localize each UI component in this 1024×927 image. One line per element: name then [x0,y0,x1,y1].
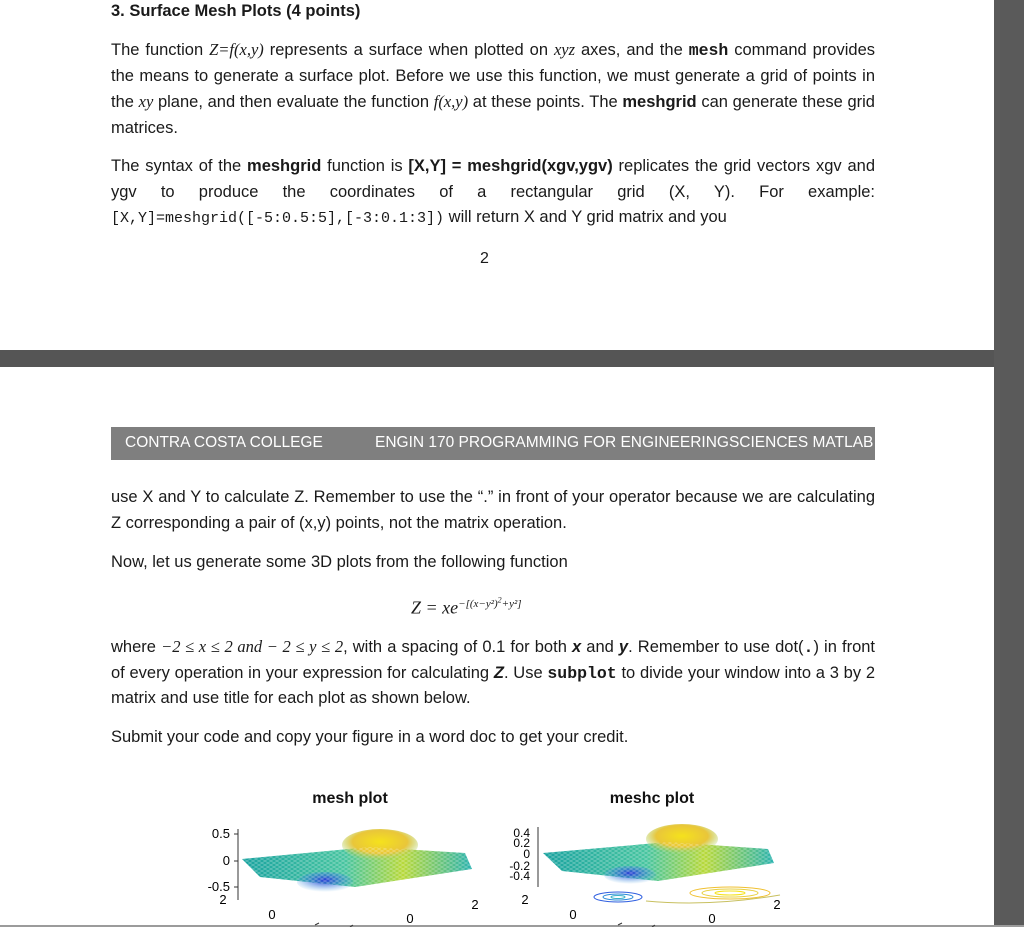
meshgrid-syntax: [X,Y] = meshgrid(xgv,ygv) [408,157,613,175]
syntax-paragraph: The syntax of the meshgrid function is [X,Y] = meshgrid(xgv,ygv) replicates the grid vectors xgv and ygv to produce the coordinates of a rectangular grid (X, Y). For example: [X,Y]=meshgrid([-5:0.5:5],[-3:0.1:3]) will return X and Y grid matrix and you [111,157,875,227]
left-z-tick-label: -0.5 [207,879,230,894]
left-x-tick-label: 0 [268,907,276,922]
running-header [111,427,875,460]
submit-paragraph: Submit your code and copy your figure in a word doc to get your credit. [111,728,629,746]
right-z-tick-label: 0 [523,847,530,861]
function-intro-paragraph: Now, let us generate some 3D plots from the following function [111,553,568,571]
intro-paragraph: The function Z=f(x,y) represents a surface when plotted on xyz axes, and the mesh command provides the means to generate a surface plot. Before we use this function, we must generate a grid of points in the xy plane, and then evaluate the function f(x,y) at these points. The meshgrid can generate these grid matrices. [111,40,875,137]
subplot-command: subplot [547,663,617,683]
right-y-tick-label: 2 [521,892,529,907]
document-page-2 [0,367,994,925]
right-x-tick-label: 2 [773,897,781,912]
left-y-tick-label: 2 [219,892,227,907]
page-gap [0,350,994,367]
meshc-contours [594,887,780,903]
matlab-figure [190,787,830,927]
right-x-tick-label: 0 [708,911,716,926]
left-z-tick-label: 0.5 [211,826,230,841]
function-equation: $Z = xe^{-[(x-y^2)^2+y^2]}$ [411,595,522,618]
mesh-command: mesh [688,41,729,60]
domain-range: −2 ≤ x ≤ 2 and − 2 ≤ y ≤ 2 [161,637,344,656]
right-z-tick-label: -0.4 [509,869,530,883]
page-number: 2 [480,250,489,267]
instructions-paragraph: where −2 ≤ x ≤ 2 and − 2 ≤ y ≤ 2, with a spacing of 0.1 for both x and y. Remember to use dot(.) in front of every operation in your expression for calculating Z. Use subplot to divide your window into a 3 by 2 matrix and use title for each plot as shown below. [111,637,876,707]
right-z-tick-label: 0.2 [513,836,530,850]
section-heading: 3. Surface Mesh Plots (4 points) [111,2,361,20]
meshgrid-example-code: [X,Y]=meshgrid([-5:0.5:5],[-3:0.1:3]) [111,210,445,227]
mesh-plot-title: mesh plot [312,790,388,807]
left-z-tick-label: 0 [222,853,230,868]
right-x-axis-fragment [618,923,655,927]
viewer-scrollbar-area [994,0,1024,925]
continuation-paragraph: use X and Y to calculate Z. Remember to use the “.” in front of your operator because we are calculating Z corresponding a pair of (x,y) points, not the matrix operation. [111,488,875,532]
right-z-tick-label: 0.4 [513,826,530,840]
mesh-surface [242,829,472,892]
left-x-tick-label: 2 [471,897,479,912]
document-page-1 [0,0,994,350]
right-z-tick-label: -0.2 [509,859,530,873]
header-college: CONTRA COSTA COLLEGE [125,434,323,451]
meshc-surface [543,824,774,884]
left-x-tick-label: 0 [406,911,414,926]
meshc-plot-title: meshc plot [609,790,695,807]
header-course: ENGIN 170 PROGRAMMING FOR ENGINEERINGSCIENCES MATLAB [375,434,874,451]
left-x-axis-fragment [315,923,353,927]
right-x-tick-label: 0 [569,907,577,922]
